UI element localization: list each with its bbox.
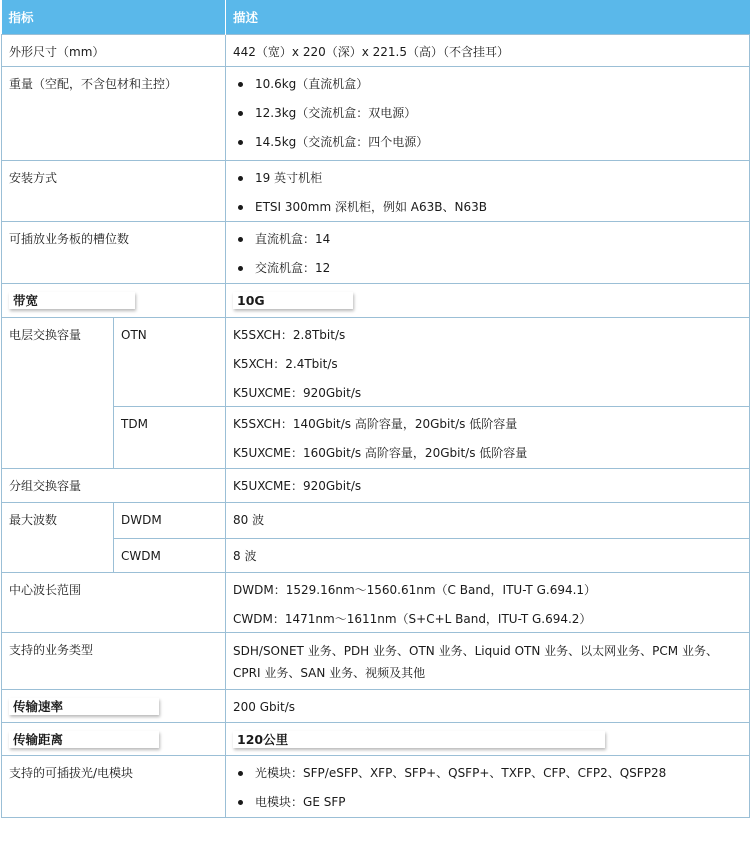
value-modules	[226, 756, 750, 818]
row-bandwidth	[2, 284, 750, 318]
otn-line: K5UXCME：920Gbit/s	[233, 386, 362, 400]
row-install	[2, 161, 750, 222]
row-electrical-otn	[2, 318, 750, 407]
distance-label-stamp: 传输距离	[9, 731, 159, 748]
label-weight: 重量（空配，不含包材和主控）	[2, 67, 226, 161]
list-item: 电模块：GE SFP	[233, 795, 742, 810]
value-size: 442（宽）x 220（深）x 221.5（高）（不含挂耳）	[226, 35, 750, 67]
label-modules: 支持的可插拔光/电模块	[2, 756, 226, 818]
label-waves: 最大波数	[2, 503, 114, 573]
value-weight	[226, 67, 750, 161]
value-bandwidth	[226, 284, 750, 318]
label-rate	[2, 690, 226, 723]
header-row	[2, 0, 750, 35]
tdm-line: K5SXCH：140Gbit/s 高阶容量，20Gbit/s 低阶容量	[233, 417, 518, 431]
otn-line: K5XCH：2.4Tbit/s	[233, 357, 338, 371]
install-list	[233, 171, 742, 215]
row-wavelength	[2, 573, 750, 633]
row-electrical-tdm	[2, 407, 750, 469]
row-weight	[2, 67, 750, 161]
label-electrical: 电层交换容量	[2, 318, 114, 469]
tdm-line: K5UXCME：160Gbit/s 高阶容量，20Gbit/s 低阶容量	[233, 446, 528, 460]
bandwidth-value-stamp: 10G	[233, 292, 353, 309]
row-rate	[2, 690, 750, 723]
list-item: 直流机盒：14	[233, 232, 742, 247]
bandwidth-label-stamp: 带宽	[9, 292, 135, 309]
row-services	[2, 633, 750, 690]
row-distance	[2, 723, 750, 756]
distance-value-stamp: 120公里	[233, 731, 605, 748]
rate-label-stamp: 传输速率	[9, 698, 159, 715]
value-wavelength	[226, 573, 750, 633]
value-otn	[226, 318, 750, 407]
label-dwdm: DWDM	[114, 503, 226, 539]
label-bandwidth	[2, 284, 226, 318]
value-install	[226, 161, 750, 222]
list-item: 光模块：SFP/eSFP、XFP、SFP+、QSFP+、TXFP、CFP、CFP2、QSFP28	[233, 766, 742, 781]
list-item: 19 英寸机柜	[233, 171, 742, 186]
row-modules	[2, 756, 750, 818]
value-dwdm: 80 波	[226, 503, 750, 539]
list-item: 12.3kg（交流机盒：双电源）	[233, 106, 742, 121]
row-waves-cwdm	[2, 539, 750, 573]
header-indicator: 指标	[2, 0, 226, 35]
value-packet: K5UXCME：920Gbit/s	[226, 469, 750, 503]
spec-table	[1, 0, 750, 818]
services-text: SDH/SONET 业务、PDH 业务、OTN 业务、Liquid OTN 业务、以太网业务、PCM 业务、CPRI 业务、SAN 业务、视频及其他	[233, 644, 718, 680]
list-item: 14.5kg（交流机盒：四个电源）	[233, 135, 742, 150]
value-slots	[226, 222, 750, 284]
slots-list	[233, 232, 742, 276]
value-services	[226, 633, 750, 690]
row-slots	[2, 222, 750, 284]
value-cwdm: 8 波	[226, 539, 750, 573]
row-waves-dwdm	[2, 503, 750, 539]
label-size: 外形尺寸（mm）	[2, 35, 226, 67]
value-tdm	[226, 407, 750, 469]
value-rate: 200 Gbit/s	[226, 690, 750, 723]
weight-list	[233, 77, 742, 150]
wavelength-line: CWDM：1471nm～1611nm（S+C+L Band，ITU-T G.694.2）	[233, 612, 592, 626]
value-distance	[226, 723, 750, 756]
label-packet: 分组交换容量	[2, 469, 226, 503]
row-size	[2, 35, 750, 67]
row-packet	[2, 469, 750, 503]
list-item: 10.6kg（直流机盒）	[233, 77, 742, 92]
label-cwdm: CWDM	[114, 539, 226, 573]
list-item: 交流机盒：12	[233, 261, 742, 276]
label-otn: OTN	[114, 318, 226, 407]
label-wavelength: 中心波长范围	[2, 573, 226, 633]
label-tdm: TDM	[114, 407, 226, 469]
label-slots: 可插放业务板的槽位数	[2, 222, 226, 284]
wavelength-line: DWDM：1529.16nm～1560.61nm（C Band，ITU-T G.694.1）	[233, 583, 597, 597]
label-distance	[2, 723, 226, 756]
header-description: 描述	[226, 0, 750, 35]
label-services: 支持的业务类型	[2, 633, 226, 690]
label-install: 安装方式	[2, 161, 226, 222]
list-item: ETSI 300mm 深机柜，例如 A63B、N63B	[233, 200, 742, 215]
modules-list	[233, 766, 742, 810]
otn-line: K5SXCH：2.8Tbit/s	[233, 328, 346, 342]
